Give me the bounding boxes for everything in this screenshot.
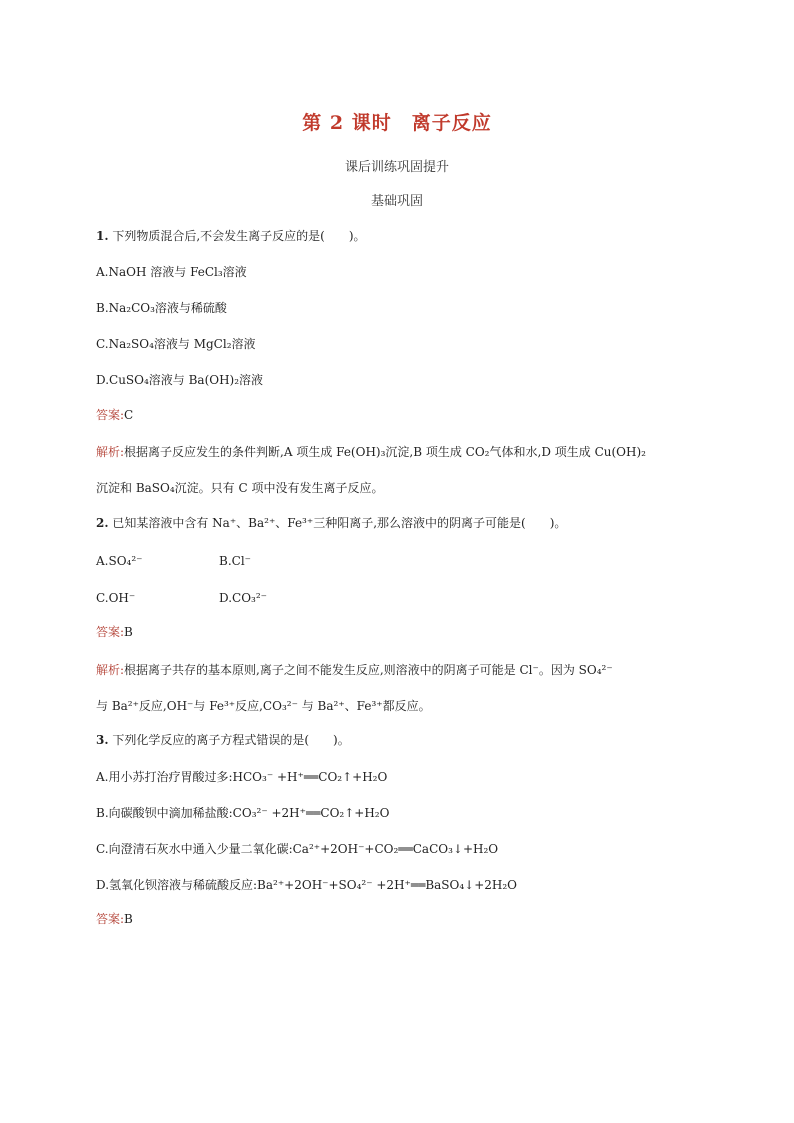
question-number: 2. bbox=[96, 516, 109, 530]
answer bbox=[96, 623, 133, 641]
answer bbox=[96, 910, 133, 928]
answer-label: 答案: bbox=[96, 408, 125, 422]
option-c: C.OH⁻ bbox=[96, 591, 136, 605]
analysis-continued: 沉淀和 BaSO₄沉淀。只有 C 项中没有发生离子反应。 bbox=[96, 481, 384, 495]
answer-label: 答案: bbox=[96, 625, 125, 639]
option-d: D.氢氧化钡溶液与稀硫酸反应:Ba²⁺+2OH⁻+SO₄²⁻ +2H⁺══BaSO₄↓+2H₂O bbox=[96, 878, 518, 892]
analysis-continued bbox=[96, 697, 431, 715]
question-1 bbox=[96, 227, 366, 245]
option-b: B.向碳酸钡中滴加稀盐酸:CO₃²⁻ +2H⁺══CO₂↑+H₂O bbox=[96, 806, 390, 820]
analysis-text: 根据离子反应发生的条件判断,A 项生成 Fe(OH)₃沉淀,B 项生成 CO₂气体和水,D 项生成 Cu(OH)₂ bbox=[124, 445, 646, 459]
answer bbox=[96, 406, 133, 424]
section-heading: 基础巩固 bbox=[370, 194, 423, 209]
question-stem: 下列物质混合后,不会发生离子反应的是( )。 bbox=[112, 229, 366, 243]
answer-value: B bbox=[124, 912, 133, 926]
page-title: 第 2 课时 离子反应 bbox=[302, 112, 492, 134]
analysis-text: 根据离子共存的基本原则,离子之间不能发生反应,则溶液中的阴离子可能是 Cl⁻。因为 S bbox=[124, 663, 587, 677]
option-d-text: D.C bbox=[219, 591, 242, 605]
page-subtitle: 课后训练巩固提升 bbox=[344, 160, 449, 175]
question-stem: 已知某溶液中含有 Na⁺、Ba²⁺、Fe³⁺三种阳离子,那么溶液中的阴离子可能是( )。 bbox=[112, 516, 567, 530]
question-3 bbox=[96, 731, 350, 749]
option-a: A.用小苏打治疗胃酸过多:HCO₃⁻ +H⁺══CO₂↑+H₂O bbox=[96, 770, 388, 784]
answer-label: 答案: bbox=[96, 912, 125, 926]
option-a: A.NaOH 溶液与 FeCl₃溶液 bbox=[96, 265, 247, 279]
analysis bbox=[96, 661, 613, 679]
option-c: C.向澄清石灰水中通入少量二氧化碳:Ca²⁺+2OH⁻+CO₂══CaCO₃↓+H₂O bbox=[96, 842, 499, 856]
ion-formula: O₃²⁻ bbox=[272, 699, 298, 713]
ion-formula: O₃²⁻ bbox=[241, 591, 267, 605]
question-number: 3. bbox=[96, 733, 109, 747]
option-b: B.Cl⁻ bbox=[219, 554, 251, 568]
option-b: B.Na₂CO₃溶液与稀硫酸 bbox=[96, 301, 227, 315]
ion-formula: O₄²⁻ bbox=[586, 663, 613, 677]
question-stem: 下列化学反应的离子方程式错误的是( )。 bbox=[112, 733, 350, 747]
option-d: D.CuSO₄溶液与 Ba(OH)₂溶液 bbox=[96, 373, 264, 387]
option-c: C.Na₂SO₄溶液与 MgCl₂溶液 bbox=[96, 337, 256, 351]
analysis-text-end: 与 Ba²⁺、Fe³⁺都反应。 bbox=[297, 699, 431, 713]
answer-value: C bbox=[124, 408, 134, 422]
analysis-label: 解析: bbox=[96, 663, 125, 677]
question-number: 1. bbox=[96, 229, 109, 243]
analysis-text: 与 Ba²⁺反应,OH⁻与 Fe³⁺反应,C bbox=[96, 699, 273, 713]
question-2 bbox=[96, 514, 566, 532]
answer-value: B bbox=[124, 625, 133, 639]
option-a-text: A.S bbox=[96, 554, 117, 568]
analysis-label: 解析: bbox=[96, 445, 125, 459]
analysis bbox=[96, 443, 646, 461]
option-a bbox=[96, 552, 143, 570]
ion-formula: O₄²⁻ bbox=[116, 554, 143, 568]
option-d bbox=[219, 589, 267, 607]
